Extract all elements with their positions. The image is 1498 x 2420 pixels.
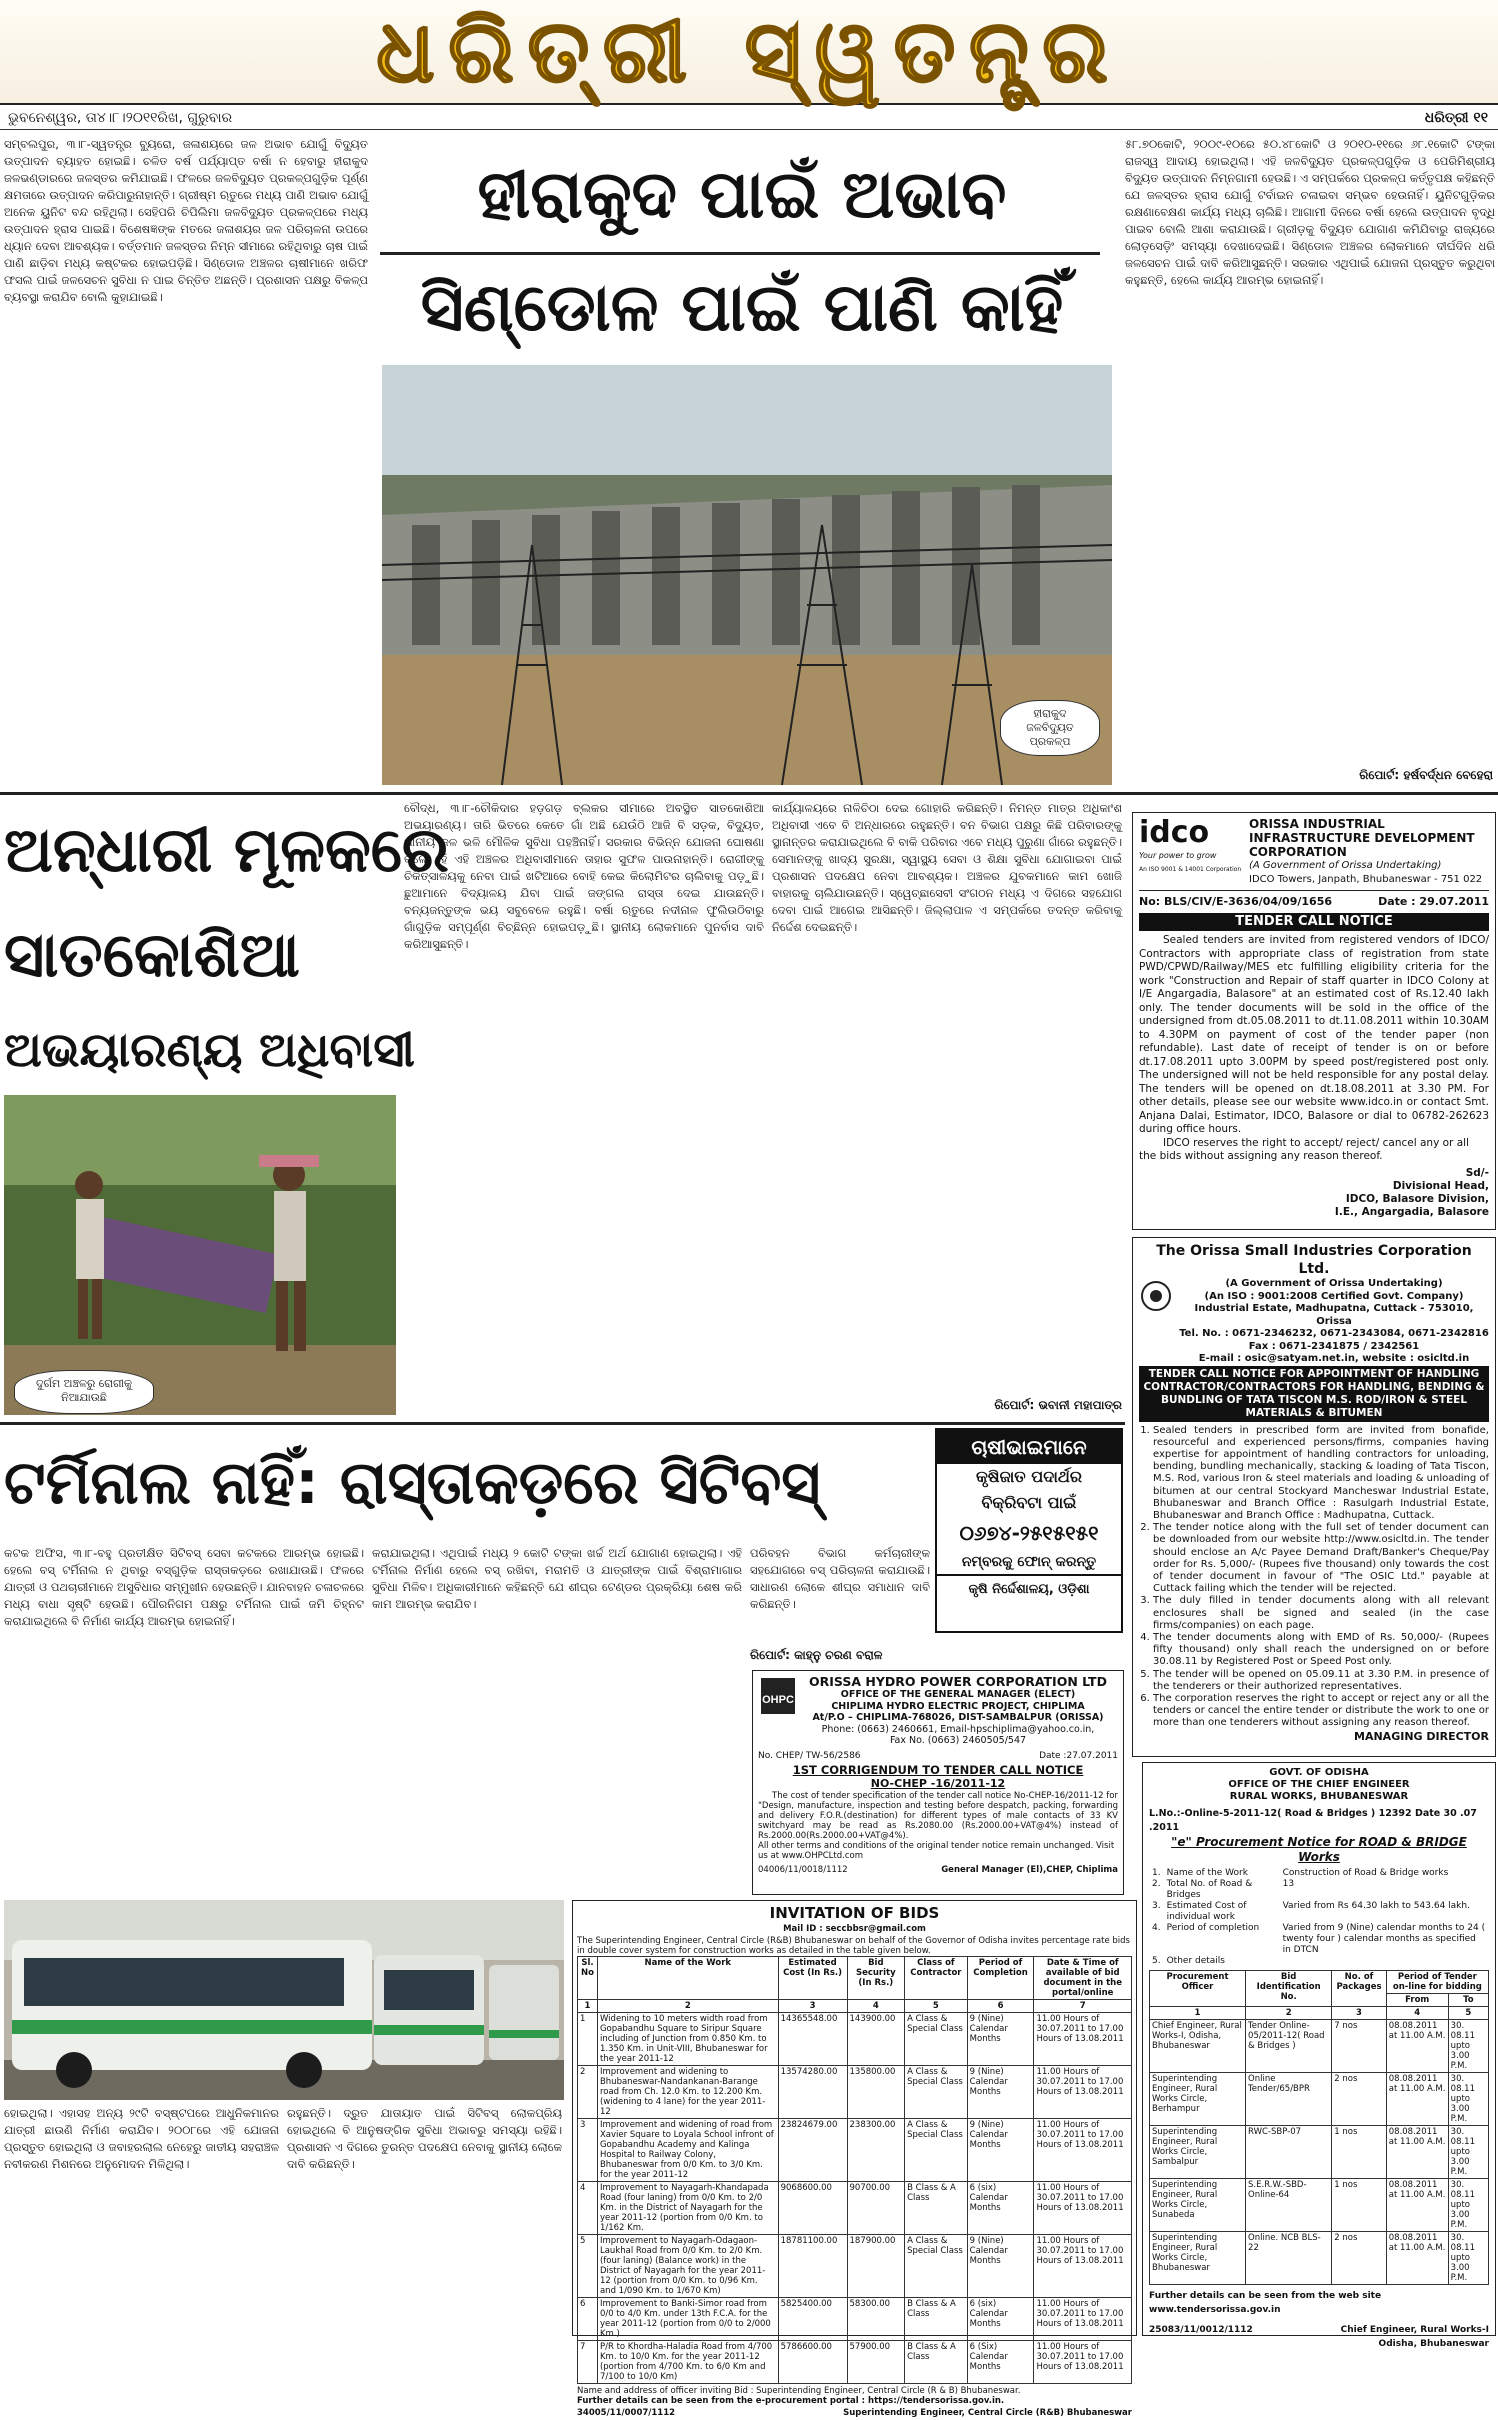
bids-footer-1: Name and address of officer inviting Bid : Superintending Engineer, Central Circle (R & B) Bhubaneswar. bbox=[577, 2386, 1021, 2396]
rw-cell: 2 nos bbox=[1332, 2232, 1386, 2285]
dateline bbox=[0, 106, 1498, 130]
bids-table-body bbox=[578, 2013, 1132, 2384]
city-bus-photo bbox=[4, 1900, 564, 2100]
ohpc-corrigendum-title: 1ST CORRIGENDUM TO TENDER CALL NOTICE bbox=[792, 1762, 1084, 1777]
bids-table-row bbox=[578, 2119, 1132, 2182]
idco-date: Date : 29.07.2011 bbox=[1378, 895, 1489, 908]
dateline-date: ଭୁବନେଶ୍ୱର, ତା୪।୮।୨୦୧୧ରିଖ, ଗୁରୁବାର bbox=[8, 110, 233, 126]
rw-header-number: 3 bbox=[1332, 2007, 1386, 2020]
bids-signature: Superintending Engineer, Central Circle (R&B) Bhubaneswar bbox=[843, 2408, 1132, 2418]
rw-cell: Chief Engineer, Rural Works-I, Odisha, Bhubaneswar bbox=[1150, 2020, 1246, 2073]
story1-right-column: ୫୮.୭୦କୋଟି, ୨୦୦୯-୧୦ରେ ୫୦.୪୮କୋଟି ଓ ୨୦୧୦-୧୧ରେ ୬୮.୧କୋଟି ଟଙ୍କା ରାଜସ୍ୱ ଆଦାୟ ହୋଇଥିଲା। ଏହି ଜଳବିଦ୍ୟୁତ ପ୍ରକଳ୍ପଗୁଡ଼ିକ ଓ ପେରିମିଶ୍ରୀୟ ବିଦ୍ୟୁତ ଉତ୍ପାଦନ ନିମ୍ନଗାମୀ ହେଉଛି। ଏ ସମ୍ପର୍କରେ ପ୍ରକଳ୍ପ କର୍ତ୍ତୃପକ୍ଷ କହିଛନ୍ତି ଯେ ଜଳସ୍ତର ହ୍ରାସ ଯୋଗୁଁ ଟର୍ବାଇନ ଚଳାଇବା ସମ୍ଭବ ହେଉନାହିଁ। ୟୁନିଟଗୁଡ଼ିକର ରକ୍ଷଣାବେକ୍ଷଣ କାର୍ଯ୍ୟ ମଧ୍ୟ ଚାଲିଛି। ଆଗାମୀ ଦିନରେ ବର୍ଷା ହେଲେ ଉତ୍ପାଦନ ବୃଦ୍ଧି ପାଇବ ବୋଲି ଆଶା କରାଯାଉଛି। ଗ୍ରୀଡ଼କୁ ବିଦ୍ୟୁତ ଯୋଗାଣ କମିଯିବାରୁ ରାଜ୍ୟରେ ଲୋଡ଼ସେଡ଼ିଂ ସମସ୍ୟା ଦେଖାଦେଇଛି। ସିଣ୍ଡୋଳ ଅଞ୍ଚଳର ଲୋକମାନେ ଦୀର୍ଘଦିନ ଧରି ଜଳସେଚନ ପାଇଁ ଦାବି କରିଆସୁଛନ୍ତି। ସରକାର ଏଥିପାଇଁ ଯୋଜନା ପ୍ରସ୍ତୁତ କରୁଥିବା କହୁଛନ୍ତି, ହେଲେ କାର୍ଯ୍ୟ ଆରମ୍ଭ ହୋଇନାହିଁ। bbox=[1125, 137, 1495, 287]
farmer-ad-line3: ବିକ୍ରିବଟା ପାଇଁ bbox=[981, 1493, 1077, 1512]
bids-table-row bbox=[578, 2235, 1132, 2298]
bids-cell: 9 (Nine) Calendar Months bbox=[967, 2013, 1034, 2066]
idco-sign-2: Divisional Head, bbox=[1392, 1179, 1489, 1192]
bids-cell: 23824679.00 bbox=[778, 2119, 847, 2182]
idco-ref-row bbox=[1139, 895, 1489, 909]
rw-items bbox=[1149, 1868, 1489, 1967]
farmer-ad-line2: କୃଷିଜାତ ପଦାର୍ଥର bbox=[975, 1467, 1083, 1486]
ohpc-corrigendum-ad bbox=[752, 1670, 1124, 1895]
bids-ref: 34005/11/0007/1112 bbox=[577, 2408, 676, 2418]
bids-cell: 187900.00 bbox=[847, 2235, 905, 2298]
osic-line4: Tel. No. : 0671-2346232, 0671-2343084, 0671-2342816 bbox=[1179, 1328, 1489, 1339]
rw-cell: 08.08.2011 at 11.00 A.M. bbox=[1386, 2179, 1448, 2232]
story1-byline: ରିପୋର୍ଟ: ହର୍ଷବର୍ଦ୍ଧନ ବେହେରା bbox=[1359, 768, 1493, 782]
story3-column-3: ପରିବହନ ବିଭାଗ କର୍ମଚାରୀଙ୍କ ସହଯୋଗରେ ବସ୍ ପରିଚାଳନା କରାଯାଉଛି। ସାଧାରଣ ଲୋକେ ଶୀଘ୍ର ସମାଧାନ ଦାବି କରିଛନ୍ତି। bbox=[750, 1546, 930, 1611]
ohpc-line3: At/P.O – CHIPLIMA-768026, DIST-SAMBALPUR (ORISSA) bbox=[812, 1712, 1104, 1723]
rw-govt: GOVT. OF ODISHA bbox=[1269, 1767, 1369, 1778]
headline-rule bbox=[380, 252, 1100, 255]
osic-point: 4. The tender documents along with EMD of Rs. 50,000/- (Rupees fifty thousand) only shall reach the undersigned on or before 30.08.11 by Registered Post or Speed Post only. bbox=[1153, 1632, 1489, 1669]
bids-cell: 6 (six) Calendar Months bbox=[967, 2298, 1034, 2341]
bids-cell: B Class & A Class bbox=[905, 2341, 968, 2384]
idco-reserve: IDCO reserves the right to accept/ reject/ cancel any or all the bids without assigning any reason thereof. bbox=[1139, 1136, 1469, 1162]
rw-item-cell: Estimated Cost of individual work bbox=[1166, 1901, 1247, 1922]
bids-cell: 6 (Six) Calendar Months bbox=[967, 2341, 1034, 2384]
bids-cell: 143900.00 bbox=[847, 2013, 905, 2066]
bids-cell: A Class & Special Class bbox=[905, 2119, 968, 2182]
bids-cell: 3 bbox=[578, 2119, 598, 2182]
rw-cell: 1 nos bbox=[1332, 2179, 1386, 2232]
osic-emblem-icon bbox=[1139, 1278, 1173, 1318]
bids-cell: 9 (Nine) Calendar Months bbox=[967, 2066, 1034, 2119]
bids-intro: The Superintending Engineer, Central Circle (R&B) Bhubaneswar on behalf of the Governor of Odisha invites percentage rate bids in double cover system for construction works as detailed in the table given below. bbox=[577, 1936, 1130, 1956]
rw-item-cell bbox=[1280, 1956, 1489, 1967]
rw-header-number: 5 bbox=[1448, 2007, 1488, 2020]
rw-table-row bbox=[1150, 2179, 1489, 2232]
rw-cell: 08.08.2011 at 11.00 A.M. bbox=[1386, 2073, 1448, 2126]
rw-header bbox=[1149, 1767, 1489, 1803]
ohpc-footer bbox=[758, 1863, 1118, 1877]
bids-cell: 238300.00 bbox=[847, 2119, 905, 2182]
bids-header-number: 7 bbox=[1034, 2000, 1132, 2013]
ohpc-signature: General Manager (El),CHEP, Chiplima bbox=[941, 1864, 1118, 1875]
bids-header-cell: Estimated Cost (In Rs.) bbox=[778, 1957, 847, 2000]
osic-signature: MANAGING DIRECTOR bbox=[1354, 1729, 1489, 1743]
bids-table-row bbox=[578, 2013, 1132, 2066]
ohpc-footer-no: 04006/11/0018/1112 bbox=[758, 1864, 848, 1875]
bids-sign-row bbox=[577, 2406, 1132, 2420]
story1-headline-1: ହୀରାକୁଦ ପାଇଁ ଅଭାବ bbox=[477, 156, 1007, 233]
bids-cell: Improvement to Nayagarh-Khandapada Road (four laning) from 0/0 Km. to 2/0 Km. in the District of Nayagarh for the year 2011-12 (portion from 0/0 Km. to 1/162 Km. bbox=[597, 2182, 778, 2235]
rw-lno: L.No.:-Online-5-2011-12( Road & Bridges ) 12392 Date 30 .07 .2011 bbox=[1149, 1808, 1477, 1833]
rw-item-row bbox=[1149, 1923, 1489, 1956]
osic-line1: (A Government of Orissa Undertaking) bbox=[1225, 1278, 1443, 1289]
rw-cell: 30. 08.11 upto 3.00 P.M. bbox=[1448, 2179, 1488, 2232]
bids-cell: A Class & Special Class bbox=[905, 2013, 968, 2066]
idco-sign-4: I.E., Angargadia, Balasore bbox=[1334, 1205, 1489, 1218]
story2-column-1: ବୌଦ୍ଧ, ୩।୮-ଚୌକିଦାର ହଡ଼ଗଡ଼ ବ୍ଲକର ସୀମାରେ ଅବସ୍ଥିତ ସାତକୋଶିଆ ଅଭୟାରଣ୍ୟ। ତାରି ଭିତରେ କେତେ ଗାଁ ଅଛି ଯେଉଁଠି ଆଜି ବି ସଡ଼କ, ବିଦ୍ୟୁତ, ପାନୀୟ ଜଳ ଭଳି ମୌଳିକ ସୁବିଧା ପହଞ୍ଚିନାହିଁ। ସରକାର ବିଭିନ୍ନ ଯୋଜନା ଘୋଷଣା କଲେ ହେଁ ଏହି ଅଞ୍ଚଳର ଅଧିବାସୀମାନେ ତାହାର ସୁଫଳ ପାଉନାହାନ୍ତି। ରୋଗୀଙ୍କୁ ଚିକିତ୍ସାଳୟକୁ ନେବା ପାଇଁ ଖଟିଆରେ ବୋହି କେଇ କିଲୋମିଟର ଚାଲିବାକୁ ପଡ଼ୁଛି। ଛୁଆମାନେ ବିଦ୍ୟାଳୟ ଯିବା ପାଇଁ ଜଙ୍ଗଲ ରାସ୍ତା ଦେଇ ଯାଉଛନ୍ତି। ବନ୍ୟଜନ୍ତୁଙ୍କ ଭୟ ସବୁବେଳେ ରହୁଛି। ବର୍ଷା ଋତୁରେ ନଦୀନାଳ ଫୁଲିଉଠିବାରୁ ଗାଁଗୁଡ଼ିକ ସମ୍ପୂର୍ଣ୍ଣ ବିଚ୍ଛିନ୍ନ ହୋଇପଡ଼ୁଛି। ସ୍ଥାନୀୟ ଲୋକମାନେ ପୁନର୍ବାସ ଦାବି କରିଆସୁଛନ୍ତି। bbox=[404, 801, 764, 951]
rw-cell: Online Tender/65/BPR bbox=[1246, 2073, 1332, 2126]
bids-header-cell: Sl. No bbox=[578, 1957, 598, 2000]
rw-item-cell: Varied from Rs 64.30 lakh to 543.64 lakh. bbox=[1282, 1901, 1470, 1911]
rw-item-cell: Total No. of Road & Bridges bbox=[1166, 1879, 1253, 1900]
idco-sub: (A Government of Orissa Undertaking) bbox=[1249, 860, 1442, 871]
bids-header-cell: Name of the Work bbox=[597, 1957, 778, 2000]
ohpc-title: ORISSA HYDRO POWER CORPORATION LTD bbox=[809, 1674, 1107, 1689]
farmer-ad-phone: ୦୬୭୪-୨୫୧୫୧୫୧ bbox=[959, 1521, 1099, 1545]
rw-item-cell: 4. bbox=[1152, 1923, 1161, 1933]
story1-left-column: ସମ୍ବଲପୁର, ୩।୮-ସ୍ୱତନ୍ତ୍ର ବ୍ୟୁରୋ, ଜଳାଶୟରେ ଜଳ ଅଭାବ ଯୋଗୁଁ ବିଦ୍ୟୁତ ଉତ୍ପାଦନ ବ୍ୟାହତ ହୋଇଛି। ଚଳିତ ବର୍ଷ ପର୍ଯ୍ୟାପ୍ତ ବର୍ଷା ନ ହେବାରୁ ହୀରାକୁଦ ଜଳଭଣ୍ଡାରରେ ଜଳସ୍ତର କମିଯାଇଛି। ଫଳରେ ଜଳବିଦ୍ୟୁତ ପ୍ରକଳ୍ପଗୁଡ଼ିକ ପୂର୍ଣ୍ଣ କ୍ଷମତାରେ ଉତ୍ପାଦନ କରିପାରୁନାହାନ୍ତି। ଗ୍ରୀଷ୍ମ ଋତୁରେ ମଧ୍ୟ ପାଣି ଅଭାବ ଯୋଗୁଁ ଅନେକ ୟୁନିଟ ବନ୍ଦ ରହିଥିଲା। ସେହିପରି ଚିପିଲିମା ଜଳବିଦ୍ୟୁତ ପ୍ରକଳ୍ପରେ ମଧ୍ୟ ଉତ୍ପାଦନ ହ୍ରାସ ପାଇଛି। ବିଶେଷଜ୍ଞଙ୍କ ମତରେ ଜଳାଶୟର ଜଳ ପରିଚାଳନା ଉପରେ ଧ୍ୟାନ ଦେବା ଆବଶ୍ୟକ। ବର୍ତ୍ତମାନ ଜଳସ୍ତର ନିମ୍ନ ସୀମାରେ ରହିଥିବାରୁ ଚାଷ ପାଇଁ ପାଣି ଛାଡ଼ିବା ମଧ୍ୟ କଷ୍ଟକର ହୋଇପଡ଼ିଛି। ସିଣ୍ଡୋଳ ଅଞ୍ଚଳର ଚାଷୀମାନେ ଖରିଫ ଫସଲ ପାଇଁ ଜଳସେଚନ ସୁବିଧା ନ ପାଇ ଚିନ୍ତିତ ଅଛନ୍ତି। ପ୍ରଶାସନ ପକ୍ଷରୁ ବିକଳ୍ପ ବ୍ୟବସ୍ଥା କରାଯିବ ବୋଲି କୁହାଯାଇଛି। bbox=[4, 137, 368, 304]
bids-cell: 2 bbox=[578, 2066, 598, 2119]
rw-item-row bbox=[1149, 1868, 1489, 1879]
story2-column-2: କାର୍ଯ୍ୟାଳୟରେ ନାଳିଚିଠା ଦେଇ ଗୋହାରି କରିଛନ୍ତି। ନିମନ୍ତ ମାତ୍ର ଅଧିକାଂଶ ଅଧିବାସୀ ଏବେ ବି ଅନ୍ଧାରରେ ରହୁଛନ୍ତି। ବନ ବିଭାଗ ପକ୍ଷରୁ କିଛି ପରିବାରଙ୍କୁ ସ୍ଥାନାନ୍ତର କରାଯାଇଥିଲେ ବି ବାକି ପରିବାର ଏବେ ମଧ୍ୟ ପୁରୁଣା ଗାଁରେ ରହୁଛନ୍ତି। ସେମାନଙ୍କୁ ଖାଦ୍ୟ ସୁରକ୍ଷା, ସ୍ୱାସ୍ଥ୍ୟ ସେବା ଓ ଶିକ୍ଷା ସୁବିଧା ଯୋଗାଇବା ପାଇଁ ପ୍ରଶାସନ ପଦକ୍ଷେପ ନେବା ଆବଶ୍ୟକ। ଅଞ୍ଚଳର ଯୁବକମାନେ କାମ ଖୋଜି ବାହାରକୁ ଚାଲିଯାଉଛନ୍ତି। ସ୍ୱେଚ୍ଛାସେବୀ ସଂଗଠନ ମଧ୍ୟ ଏ ଦିଗରେ ସହଯୋଗ ଦେବା ପାଇଁ ଆଗେଇ ଆସିଛନ୍ତି। ଜିଲ୍ଲାପାଳ ଏ ସମ୍ପର୍କରେ ତଦନ୍ତ କରିବାକୁ ନିର୍ଦ୍ଦେଶ ଦେଇଛନ୍ତି। bbox=[772, 801, 1122, 934]
svg-text:OHPC: OHPC bbox=[762, 1694, 794, 1706]
rw-ref: 25083/11/0012/1112 bbox=[1149, 2325, 1253, 2335]
bids-cell: 11.00 Hours of 30.07.2011 to 17.00 Hours of 13.08.2011 bbox=[1034, 2066, 1132, 2119]
story3-headline: ଟର୍ମିନାଲ ନାହିଁ: ରାସ୍ତାକଡ଼ରେ ସିଟିବସ୍ bbox=[4, 1448, 821, 1518]
bids-cell: B Class & A Class bbox=[905, 2182, 968, 2235]
story3-byline: ରିପୋର୍ଟ: କାହ୍ନୁ ଚରଣ ବରାଳ bbox=[750, 1648, 883, 1662]
section-divider-2 bbox=[0, 1422, 1125, 1425]
ohpc-org bbox=[798, 1674, 1118, 1747]
story3-column-1: କଟକ ଅଫିସ, ୩।୮-ବହୁ ପ୍ରତୀକ୍ଷିତ ସିଟିବସ୍ ସେବା କଟକରେ ଆରମ୍ଭ ହୋଇଛି। ହେଲେ ବସ୍ ଟର୍ମିନାଲ ନ ଥିବାରୁ ବସ୍‌ଗୁଡ଼ିକ ରାସ୍ତାକଡ଼ରେ ରଖାଯାଉଛି। ଫଳରେ ଯାତ୍ରୀ ଓ ପଥଚାରୀମାନେ ଅସୁବିଧାର ସମ୍ମୁଖୀନ ହେଉଛନ୍ତି। ଯାନବାହନ ଚଳାଚଳରେ ମଧ୍ୟ ବାଧା ସୃଷ୍ଟି ହେଉଛି। ପୌରନିଗମ ପକ୍ଷରୁ ଟର୍ମିନାଲ ପାଇଁ ଜମି ଚିହ୍ନଟ କରାଯାଇଥିଲେ ବି ନିର୍ମାଣ କାର୍ଯ୍ୟ ଆରମ୍ଭ ହୋଇନାହିଁ। bbox=[4, 1546, 364, 1628]
osic-header bbox=[1139, 1278, 1489, 1366]
rw-title: "e" Procurement Notice for ROAD & BRIDGE Works bbox=[1171, 1835, 1467, 1864]
osic-tender-ad bbox=[1132, 1237, 1496, 1757]
osic-emblem-wrap bbox=[1139, 1278, 1179, 1366]
bids-cell: 7 bbox=[578, 2341, 598, 2384]
rw-office: OFFICE OF THE CHIEF ENGINEER bbox=[1228, 1779, 1410, 1790]
story3-bottom-column-2: ରହୁଛନ୍ତି। ଦ୍ରୁତ ଯାତାୟାତ ପାଇଁ ସିଟିବସ୍ ଲୋକପ୍ରିୟ ହୋଇଥିଲେ ବି ଆନୁଷଙ୍ଗିକ ସୁବିଧା ଅଭାବରୁ ସମସ୍ୟା ରହିଛି। ପ୍ରଶାସନ ଏ ଦିଗରେ ତୁରନ୍ତ ପଦକ୍ଷେପ ନେବାକୁ ସ୍ଥାନୀୟ ଲୋକେ ଦାବି କରିଛନ୍ତି। bbox=[287, 2106, 562, 2171]
rw-table-body bbox=[1150, 2020, 1489, 2285]
rw-cell: 08.08.2011 at 11.00 A.M. bbox=[1386, 2020, 1448, 2073]
rw-header-number: 2 bbox=[1246, 2007, 1332, 2020]
bids-cell: 9 (Nine) Calendar Months bbox=[967, 2119, 1034, 2182]
rw-cell: Online. NCB BLS-22 bbox=[1246, 2232, 1332, 2285]
ohpc-header bbox=[758, 1674, 1118, 1747]
story2-headline-2: ସାତକୋଶିଆ bbox=[4, 918, 300, 991]
idco-logo-text: idco bbox=[1139, 815, 1210, 850]
bids-header-cell: Bid Security (In Rs.) bbox=[847, 1957, 905, 2000]
story3-column-2: କରାଯାଇଥିଲା। ଏଥିପାଇଁ ମଧ୍ୟ ୨ କୋଟି ଟଙ୍କା ଖର୍ଚ୍ଚ ଅର୍ଥ ଯୋଗାଣ ହୋଇଥିଲା। ଏହି ଟର୍ମିନାଲ ନିର୍ମାଣ ହେଲେ ବସ୍ ରଖିବା, ମରାମତି ଓ ଯାତ୍ରୀଙ୍କ ପାଇଁ ବିଶ୍ରାମାଗାର ସୁବିଧା ମିଳିବ। ଅଧିକାରୀମାନେ କହିଛନ୍ତି ଯେ ଶୀଘ୍ର ଟେଣ୍ଡର ପ୍ରକ୍ରିୟା ଶେଷ କରି କାମ ଆରମ୍ଭ କରାଯିବ। bbox=[372, 1546, 742, 1611]
rw-header-number: 1 bbox=[1150, 2007, 1246, 2020]
osic-line6: E-mail : osic@satyam.net.in, website : osicltd.in bbox=[1198, 1353, 1470, 1364]
rw-dept: RURAL WORKS, BHUBANESWAR bbox=[1229, 1791, 1409, 1802]
bids-header-number: 2 bbox=[597, 2000, 778, 2013]
ohpc-line1: OFFICE OF THE GENERAL MANAGER (ELECT) bbox=[840, 1689, 1076, 1700]
bids-header-number: 1 bbox=[578, 2000, 598, 2013]
ohpc-line5: Fax No. (0663) 2460505/547 bbox=[889, 1735, 1027, 1746]
rw-subheader-cell: To bbox=[1448, 1994, 1488, 2007]
rw-sign-row bbox=[1149, 2323, 1489, 2351]
rw-item-cell: Construction of Road & Bridge works bbox=[1282, 1868, 1449, 1878]
bids-cell: Improvement to Nayagarh-Odagaon-Laukhal Road from 0/0 Km. to 2/0 Km. (four laning) (Balance work) in the District of Nayagarh for the year 2011-12 (portion from 0/0 Km. to 0/96 Km. and 1/090 Km. to 1/670 Km) bbox=[597, 2235, 778, 2298]
ohpc-ref-row bbox=[758, 1749, 1118, 1763]
bus-illustration bbox=[4, 1900, 564, 2100]
masthead bbox=[0, 0, 1498, 105]
bids-header-number: 3 bbox=[778, 2000, 847, 2013]
bids-cell: A Class & Special Class bbox=[905, 2066, 968, 2119]
bids-cell: 11.00 Hours of 30.07.2011 to 17.00 Hours of 13.08.2011 bbox=[1034, 2298, 1132, 2341]
ohpc-body: The cost of tender specification of the tender call notice No-CHEP-16/2011-12 for "Design, manufacture, inspection and testing before despatch, packing, forwarding and delivery F.O.R.(destination) for different types of male contacts of 33 KV switchyard may be read as Rs.2080.00 (Rs.2000.00+VAT@4%) instead of Rs.2000.00(Rs.2000.00+VAT@4%). bbox=[758, 1790, 1118, 1841]
bids-cell: 135800.00 bbox=[847, 2066, 905, 2119]
bids-header-number: 4 bbox=[847, 2000, 905, 2013]
bids-cell: Improvement and widening of road from Xavier Square to Loyala School infront of Gopabandhu Academy and Kalinga Hospital to Railway Colony, Bhubaneswar from 0/0 Km. to 3/0 Km. for the year 2011-12 bbox=[597, 2119, 778, 2182]
bids-cell: 6 bbox=[578, 2298, 598, 2341]
bids-header-number: 6 bbox=[967, 2000, 1034, 2013]
section-divider bbox=[0, 792, 1498, 795]
osic-points bbox=[1139, 1425, 1489, 1730]
osic-title: The Orissa Small Industries Corporation Ltd. bbox=[1156, 1243, 1472, 1277]
bids-cell: Improvement and widening to Bhubaneswar-Nandankanan-Barange road from Ch. 12.0 Km. to 12.200 Km. (widening to 4 lane) for the year 2011-12 bbox=[597, 2066, 778, 2119]
bids-cell: 11.00 Hours of 30.07.2011 to 17.00 Hours of 13.08.2011 bbox=[1034, 2119, 1132, 2182]
page-number: ଧରିତ୍ରୀ ୧୧ bbox=[1424, 110, 1488, 126]
bids-cell: 5825400.00 bbox=[778, 2298, 847, 2341]
rw-cell: 30. 08.11 upto 3.00 P.M. bbox=[1448, 2020, 1488, 2073]
bids-cell: 9068600.00 bbox=[778, 2182, 847, 2235]
rw-item-row bbox=[1149, 1956, 1489, 1967]
rw-signature bbox=[1341, 2323, 1489, 2351]
rw-footer: Further details can be seen from the web site www.tendersorissa.gov.in bbox=[1149, 2291, 1382, 2315]
rw-cell: Superintending Engineer, Rural Works Circle, Bhubaneswar bbox=[1150, 2232, 1246, 2285]
rw-item-cell: 1. bbox=[1152, 1868, 1161, 1878]
rw-sign-1: Chief Engineer, Rural Works-I bbox=[1340, 2325, 1489, 2335]
rw-cell: 08.08.2011 at 11.00 A.M. bbox=[1386, 2232, 1448, 2285]
osic-point: 3. The duly filled in tender documents along with all relevant enclosures shall be signed and sealed (in the case firms/companies) on each page. bbox=[1153, 1595, 1489, 1632]
idco-tagline: Your power to grow bbox=[1139, 851, 1217, 860]
bids-cell: 13574280.00 bbox=[778, 2066, 847, 2119]
rw-item-row bbox=[1149, 1879, 1489, 1901]
rw-header-cell: No. of Packages bbox=[1332, 1971, 1386, 2007]
bids-header-cell: Date & Time of available of bid document in the portal/online bbox=[1034, 1957, 1132, 2000]
rw-item-cell: Varied from 9 (Nine) calendar months to 24 ( twenty four ) calendar months as specified in DTCN bbox=[1282, 1923, 1486, 1955]
rw-cell: 08.08.2011 at 11.00 A.M. bbox=[1386, 2126, 1448, 2179]
bids-cell: Widening to 10 meters width road from Gopabandhu Square to Siripur Square including of Junction from 0.850 Km. to 1.350 Km. in Unit-VIII, Bhubaneswar for the year 2011-12 bbox=[597, 2013, 778, 2066]
idco-notice-title: TENDER CALL NOTICE bbox=[1139, 913, 1489, 931]
rural-works-procurement-ad bbox=[1142, 1762, 1496, 2349]
idco-body: Sealed tenders are invited from registered vendors of IDCO/ Contractors with appropriate class of registration from state PWD/CPWD/Railway/MES etc fulfilling eligibility criteria for the work "Construction and Repair of staff quarter in IDCO Colony at I/E Angargadia, Balasore" at an estimated cost of Rs.12.40 lakh only. The tender documents will be sold in the office of the undersigned from dt.05.08.2011 to dt.11.08.2011 within 10.30AM to 4.30PM on payment of cost of the tender paper (non refundable). Last date of receipt of tender is on or before dt.17.08.2011 upto 3.00PM by speed post/registered post only. The undersigned will not be held responsible for any postal delay. The tenders will be opened on dt.18.08.2011 at 3.30 PM. For other details, please see our website www.idco.in or contact Smt. Anjana Dalai, Estimator, IDCO, Balasore or dial to 06782-262623 during office hours. bbox=[1139, 934, 1489, 1135]
villagers-photo bbox=[4, 1095, 396, 1415]
bids-cell: 6 (six) Calendar Months bbox=[967, 2182, 1034, 2235]
bids-cell: 18781100.00 bbox=[778, 2235, 847, 2298]
idco-ref: No: BLS/CIV/E-3636/04/09/1656 bbox=[1139, 895, 1332, 908]
idco-logo bbox=[1139, 817, 1249, 887]
farmer-ad-line4: ନମ୍ବରକୁ ଫୋନ୍ କରନ୍ତୁ bbox=[961, 1554, 1097, 1570]
rw-item-cell: Other details bbox=[1166, 1956, 1225, 1966]
ohpc-ref: No. CHEP/ TW-56/2586 bbox=[758, 1750, 861, 1761]
bids-table-row bbox=[578, 2066, 1132, 2119]
bids-cell: 1 bbox=[578, 2013, 598, 2066]
farmer-ad-line1: ଚାଷୀଭାଇମାନେ bbox=[937, 1430, 1121, 1464]
osic-point: 5. The tender will be opened on 05.09.11 at 3.30 P.M. in presence of the tenderers or their authorized representatives. bbox=[1153, 1669, 1489, 1693]
bids-cell: A Class & Special Class bbox=[905, 2235, 968, 2298]
rw-table-row bbox=[1150, 2126, 1489, 2179]
rw-table-header bbox=[1150, 1971, 1489, 1994]
rw-header-cell: Period of Tender on-line for bidding bbox=[1386, 1971, 1488, 1994]
bids-table-row bbox=[578, 2341, 1132, 2384]
rw-table-row bbox=[1150, 2073, 1489, 2126]
bids-title: INVITATION OF BIDS bbox=[769, 1904, 940, 1922]
rw-header-cell: Bid Identification No. bbox=[1246, 1971, 1332, 2007]
bids-header-cell: Period of Completion bbox=[967, 1957, 1034, 2000]
rw-item-row bbox=[1149, 1901, 1489, 1923]
bids-cell: 11.00 Hours of 30.07.2011 to 17.00 Hours of 13.08.2011 bbox=[1034, 2341, 1132, 2384]
rw-cell: 30. 08.11 upto 3.00 P.M. bbox=[1448, 2073, 1488, 2126]
ohpc-body2: All other terms and conditions of the original tender notice remain unchanged. Visit us at www.OHPCLtd.com bbox=[758, 1840, 1115, 1861]
bids-cell: B Class & A Class bbox=[905, 2298, 968, 2341]
story1-headline-2: ସିଣ୍ଡୋଳ ପାଇଁ ପାଣି କାହିଁ bbox=[420, 269, 1064, 346]
farmer-ad-footer: କୃଷି ନିର୍ଦ୍ଦେଶାଳୟ, ଓଡ଼ିଶା bbox=[937, 1574, 1121, 1604]
rw-cell: Superintending Engineer, Rural Works Circle, Berhampur bbox=[1150, 2073, 1246, 2126]
villagers-illustration bbox=[4, 1095, 396, 1415]
story2-headline-3: ଅଭୟାରଣ୍ୟ ଅଧିବାସୀ bbox=[4, 1022, 415, 1078]
bids-table-row bbox=[578, 2298, 1132, 2341]
rw-cell: 2 nos bbox=[1332, 2073, 1386, 2126]
rw-subheader-cell: From bbox=[1386, 1994, 1448, 2007]
invitation-of-bids-ad bbox=[572, 1900, 1137, 2418]
masthead-title: ଧରିତ୍ରୀ ସ୍ୱତନ୍ତ୍ର bbox=[376, 2, 1122, 102]
bids-table-header-numbers bbox=[578, 2000, 1132, 2013]
bids-cell: 4 bbox=[578, 2182, 598, 2235]
ohpc-logo-icon bbox=[758, 1674, 798, 1720]
bids-table-header bbox=[578, 1957, 1132, 2000]
rw-header-number: 4 bbox=[1386, 2007, 1448, 2020]
rw-cell: RWC-SBP-07 bbox=[1246, 2126, 1332, 2179]
idco-org bbox=[1249, 817, 1489, 887]
bids-cell: 14365548.00 bbox=[778, 2013, 847, 2066]
bids-header-number: 5 bbox=[905, 2000, 968, 2013]
rw-cell: 30. 08.11 upto 3.00 P.M. bbox=[1448, 2126, 1488, 2179]
ohpc-line2: CHIPLIMA HYDRO ELECTRIC PROJECT, CHIPLIMA bbox=[831, 1700, 1085, 1712]
idco-tender-ad bbox=[1132, 812, 1496, 1230]
rw-cell: Tender Online-05/2011-12( Road & Bridges ) bbox=[1246, 2020, 1332, 2073]
rw-table-row bbox=[1150, 2020, 1489, 2073]
bids-table bbox=[577, 1956, 1132, 2384]
bids-cell: 11.00 Hours of 30.07.2011 to 17.00 Hours of 13.08.2011 bbox=[1034, 2182, 1132, 2235]
osic-point: 1. Sealed tenders in prescribed form are invited from bonafide, resourceful and experienced persons/firms, companies having expertise for appointment of handling contractors for unloading, bending, bundling mechanically, stacking & loading of Tata Tiscon, M.S. Rod, various Iron & steel materials and loading & unloading of bitumen at our central Stockyard Mancheswar Industrial Estate, Bhubaneswar and Branch Office : Rasulgarh Industrial Estate, Bhubaneswar and Branch Office : Madhupatna, Cuttack. bbox=[1153, 1425, 1489, 1523]
rw-item-cell: Name of the Work bbox=[1166, 1868, 1248, 1878]
rw-header-cell: Procurement Officer bbox=[1150, 1971, 1246, 2007]
bids-cell: 57900.00 bbox=[847, 2341, 905, 2384]
bids-cell: 5 bbox=[578, 2235, 598, 2298]
bids-cell: 9 (Nine) Calendar Months bbox=[967, 2235, 1034, 2298]
rw-item-cell: Period of completion bbox=[1166, 1923, 1260, 1933]
bids-cell: 58300.00 bbox=[847, 2298, 905, 2341]
idco-iso: An ISO 9001 & 14001 Corporation bbox=[1139, 866, 1242, 873]
bids-cell: P/R to Khordha-Haladia Road from 4/700 Km. to 10/0 Km. for the year 2011-12 (portion from 4/700 Km. to 6/0 Km and 7/100 to 10/0 Km) bbox=[597, 2341, 778, 2384]
rw-cell: 30. 08.11 upto 3.00 P.M. bbox=[1448, 2232, 1488, 2285]
rw-item-cell: 2. bbox=[1152, 1879, 1161, 1889]
osic-point: 2. The tender notice along with the full set of tender document can be downloaded from our website http://www.osicltd.in. The tender should enclose an A/c Payee Demand Draft/Banker's Cheque/Pay order for Rs. 5,000/- (Rupees five thousand) only towards the cost of tender document in favour of "The OSIC Ltd." payable at Cuttack failing which the tender will be rejected. bbox=[1153, 1522, 1489, 1595]
idco-sign-1: Sd/- bbox=[1465, 1166, 1489, 1179]
bids-table-row bbox=[578, 2182, 1132, 2235]
rw-table-row bbox=[1150, 2232, 1489, 2285]
bids-header-cell: Class of Contractor bbox=[905, 1957, 968, 2000]
ohpc-date: Date :27.07.2011 bbox=[1039, 1750, 1118, 1761]
rw-sign-2: Odisha, Bhubaneswar bbox=[1378, 2339, 1489, 2349]
osic-line2: (An ISO : 9001:2008 Certified Govt. Company) bbox=[1204, 1290, 1464, 1302]
rw-item-cell: 13 bbox=[1282, 1879, 1295, 1889]
rw-cell: Superintending Engineer, Rural Works Circle, Sambalpur bbox=[1150, 2126, 1246, 2179]
osic-line3: Industrial Estate, Madhupatna, Cuttack - 753010, Orissa bbox=[1194, 1303, 1474, 1327]
bids-mail: Mail ID : seccbbsr@gmail.com bbox=[783, 1924, 926, 1934]
dam-photo-caption: ହୀରାକୁଦ ଜଳବିଦ୍ୟୁତ ପ୍ରକଳ୍ପ bbox=[1000, 700, 1100, 756]
story2-headline-1: ଅନ୍ଧାରୀ ମୂଳକରେ bbox=[4, 813, 449, 886]
rw-table-header-numbers bbox=[1150, 2007, 1489, 2020]
rw-item-cell: 5. bbox=[1152, 1956, 1161, 1966]
osic-point: 6. The corporation reserves the right to accept or reject any or all the tenders or cancel the entire tender or distribute the work to one or more than one tenderers without assigning any reason thereof. bbox=[1153, 1693, 1489, 1730]
rw-cell: 7 nos bbox=[1332, 2020, 1386, 2073]
villagers-photo-caption: ଦୁର୍ଗମ ଅଞ୍ଚଳରୁ ରୋଗୀକୁ ନିଆଯାଉଛି bbox=[14, 1370, 154, 1414]
ohpc-line4: Phone: (0663) 2460661, Email-hpschiplima@yahoo.co.in, bbox=[821, 1723, 1095, 1735]
idco-signature bbox=[1139, 1167, 1489, 1219]
idco-header bbox=[1139, 817, 1489, 891]
bids-cell: Improvement to Banki-Simor road from 0/0 to 4/0 Km. under 13th F.C.A. for the year 2011-12 (portion from 0/0 to 2/000 Km.) bbox=[597, 2298, 778, 2341]
bids-footer-2: Further details can be seen from the e-procurement portal : https://tendersorissa.gov.in. bbox=[577, 2396, 1005, 2406]
bids-cell: 11.00 Hours of 30.07.2011 to 17.00 Hours of 13.08.2011 bbox=[1034, 2013, 1132, 2066]
idco-sign-3: IDCO, Balasore Division, bbox=[1345, 1192, 1489, 1205]
story2-byline: ରିପୋର୍ଟ: ଭବାନୀ ମହାପାତ୍ର bbox=[994, 1398, 1122, 1412]
story3-bottom-column-1: ହୋଇଥିଲା। ଏହାସହ ଅନ୍ୟ ୨୯ଟି ବସ୍‌ଷ୍ଟପରେ ଆଧୁନିକମାନର ଯାତ୍ରୀ ଛାଉଣି ନିର୍ମାଣ କରାଯିବ। ୨୦୦୮ରେ ଏହି ଯୋଜନା ପ୍ରସ୍ତୁତ ହୋଇଥିଲା ଓ ଜବାହରଲାଲ ନେହେରୁ ଜାତୀୟ ସହରାଞ୍ଚଳ ନବୀକରଣ ମିଶନରେ ଅନୁମୋଦନ ମିଳିଥିଲା। bbox=[4, 2106, 279, 2171]
osic-contact bbox=[1179, 1278, 1489, 1366]
bids-cell: 11.00 Hours of 30.07.2011 to 17.00 Hours of 13.08.2011 bbox=[1034, 2235, 1132, 2298]
idco-title: ORISSA INDUSTRIAL INFRASTRUCTURE DEVELOPMENT CORPORATION bbox=[1249, 817, 1475, 859]
idco-address: IDCO Towers, Janpath, Bhubaneswar - 751 022 bbox=[1249, 874, 1483, 885]
osic-line5: Fax : 0671-2341875 / 2342561 bbox=[1248, 1340, 1420, 1352]
rw-cell: Superintending Engineer, Rural Works Circle, Sunabeda bbox=[1150, 2179, 1246, 2232]
rw-cell: 1 nos bbox=[1332, 2126, 1386, 2179]
farmer-helpline-ad bbox=[935, 1428, 1123, 1633]
rw-item-cell: 3. bbox=[1152, 1901, 1161, 1911]
osic-notice-title: TENDER CALL NOTICE FOR APPOINTMENT OF HANDLING CONTRACTOR/CONTRACTORS FOR HANDLING, BENDING & BUNDLING OF TATA TISCON M.S. ROD/IRON & STEEL MATERIALS & BITUMEN bbox=[1139, 1366, 1489, 1422]
bids-cell: 5786600.00 bbox=[778, 2341, 847, 2384]
rw-cell: S.E.R.W.-SBD-Online-64 bbox=[1246, 2179, 1332, 2232]
bids-cell: 90700.00 bbox=[847, 2182, 905, 2235]
rw-table bbox=[1149, 1970, 1489, 2285]
ohpc-corrigendum-no: NO-CHEP -16/2011-12 bbox=[870, 1776, 1006, 1790]
